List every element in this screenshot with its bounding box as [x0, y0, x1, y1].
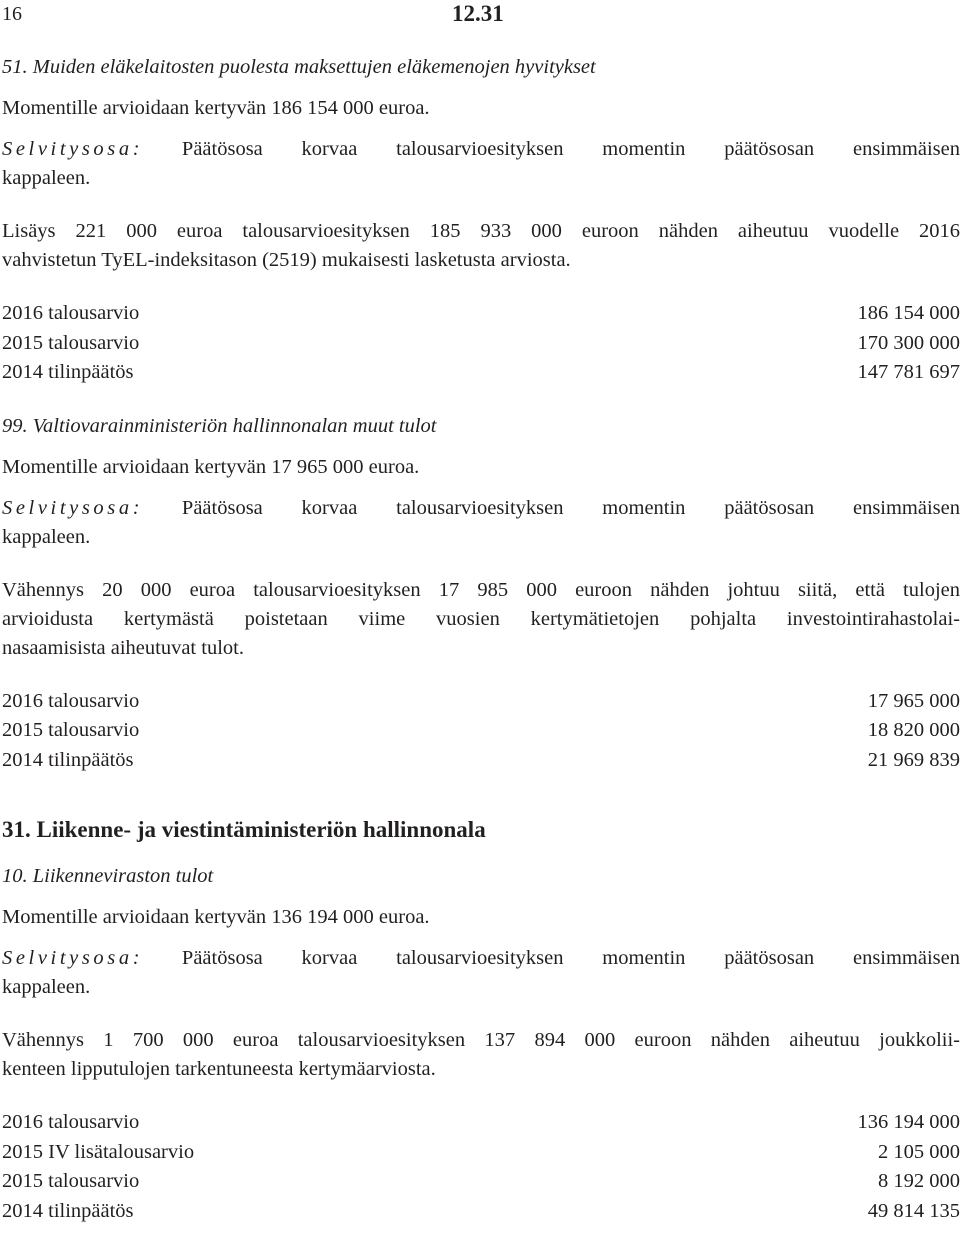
section-10-title: 10. Liikenneviraston tulot [2, 865, 214, 887]
table-row [2, 1167, 960, 1197]
row-amount: 21 969 839 [867, 748, 960, 771]
row-amount: 8 192 000 [878, 1170, 960, 1192]
row-label: 2015 IV lisätalousarvio [2, 1140, 195, 1163]
selvitys-text: Päätösosa korvaa talousarvioesityksen momentin päätösosan ensimmäisen [181, 947, 960, 969]
section-99-title: 99. Valtiovarainministeriön hallinnonalan muut tulot [2, 414, 437, 437]
section-31-heading: 31. Liikenne- ja viestintäministeriön hallinnonala [2, 817, 486, 842]
row-label: 2015 talousarvio [2, 719, 140, 741]
section-51-moment: Momentille arvioidaan kertyvän 186 154 000 euroa. [2, 97, 430, 119]
section-99-explanation-line1: Vähennys 20 000 euroa talousarvioesityksen 17 985 000 euroon nähden johtuu siitä, että tulojen [2, 578, 960, 601]
row-label: 2014 tilinpäätös [2, 748, 134, 771]
page-number: 16 [2, 3, 22, 25]
page-header [2, 0, 960, 30]
section-10-moment: Momentille arvioidaan kertyvän 136 194 000 euroa. [2, 906, 430, 928]
row-label: 2014 tilinpäätös [2, 361, 134, 383]
table-row [2, 687, 960, 717]
section-99-selvitys-cont: kappaleen. [2, 525, 91, 548]
section-10-selvitys [2, 944, 960, 973]
row-amount: 49 814 135 [867, 1199, 960, 1222]
table-row [2, 746, 960, 776]
section-51-amounts-table [2, 299, 960, 388]
selvitys-text: Päätösosa korvaa talousarvioesityksen momentin päätösosan ensimmäisen [181, 496, 960, 519]
header-date: 12.31 [452, 1, 504, 26]
section-51-explanation-line1: Lisäys 221 000 euroa talousarvioesityksen 185 933 000 euroon nähden aiheutuu vuodelle 2016 [2, 220, 960, 242]
row-label: 2015 talousarvio [2, 331, 140, 354]
row-amount: 17 965 000 [867, 689, 960, 712]
row-label: 2014 tilinpäätös [2, 1199, 134, 1222]
section-99-amounts-table [2, 687, 960, 776]
row-label: 2015 talousarvio [2, 1170, 140, 1192]
selvitys-label: Selvitysosa: [2, 138, 144, 160]
row-label: 2016 talousarvio [2, 689, 140, 712]
row-label: 2016 talousarvio [2, 302, 140, 324]
selvitys-text: Päätösosa korvaa talousarvioesityksen momentin päätösosan ensimmäisen [181, 138, 960, 160]
row-amount: 186 154 000 [857, 302, 960, 324]
selvitys-label: Selvitysosa: [2, 496, 144, 519]
table-row [2, 1197, 960, 1227]
section-10-selvitys-cont: kappaleen. [2, 976, 91, 998]
selvitys-label: Selvitysosa: [2, 947, 144, 969]
table-row [2, 358, 960, 388]
table-row [2, 716, 960, 746]
table-row [2, 299, 960, 329]
section-10-explanation-line2: kenteen lipputulojen tarkentuneesta kertymäarviosta. [2, 1058, 436, 1080]
row-amount: 2 105 000 [878, 1140, 960, 1163]
section-51-title: 51. Muiden eläkelaitosten puolesta maksettujen eläkemenojen hyvitykset [2, 56, 596, 78]
row-amount: 136 194 000 [857, 1111, 960, 1133]
section-51-selvitys [2, 135, 960, 164]
page-content [2, 53, 960, 1226]
row-amount: 170 300 000 [857, 331, 960, 354]
row-amount: 18 820 000 [867, 719, 960, 741]
section-99-moment: Momentille arvioidaan kertyvän 17 965 000 euroa. [2, 455, 420, 478]
document-page [2, 0, 960, 1257]
section-99-selvitys [2, 494, 960, 523]
section-99-explanation-line2: arvioidusta kertymästä poistetaan viime vuosien kertymätietojen pohjalta investointirahastolai- [2, 607, 960, 630]
table-row [2, 329, 960, 359]
table-row [2, 1108, 960, 1138]
section-51-explanation-line2: vahvistetun TyEL-indeksitason (2519) mukaisesti lasketusta arviosta. [2, 249, 571, 271]
section-99-explanation-line3: nasaamisista aiheutuvat tulot. [2, 636, 244, 659]
section-10-explanation-line1: Vähennys 1 700 000 euroa talousarvioesityksen 137 894 000 euroon nähden aiheutuu joukkolii- [2, 1029, 960, 1051]
table-row [2, 1138, 960, 1168]
section-10-amounts-table [2, 1108, 960, 1226]
section-51-selvitys-cont: kappaleen. [2, 167, 91, 189]
row-label: 2016 talousarvio [2, 1111, 140, 1133]
row-amount: 147 781 697 [857, 361, 960, 383]
